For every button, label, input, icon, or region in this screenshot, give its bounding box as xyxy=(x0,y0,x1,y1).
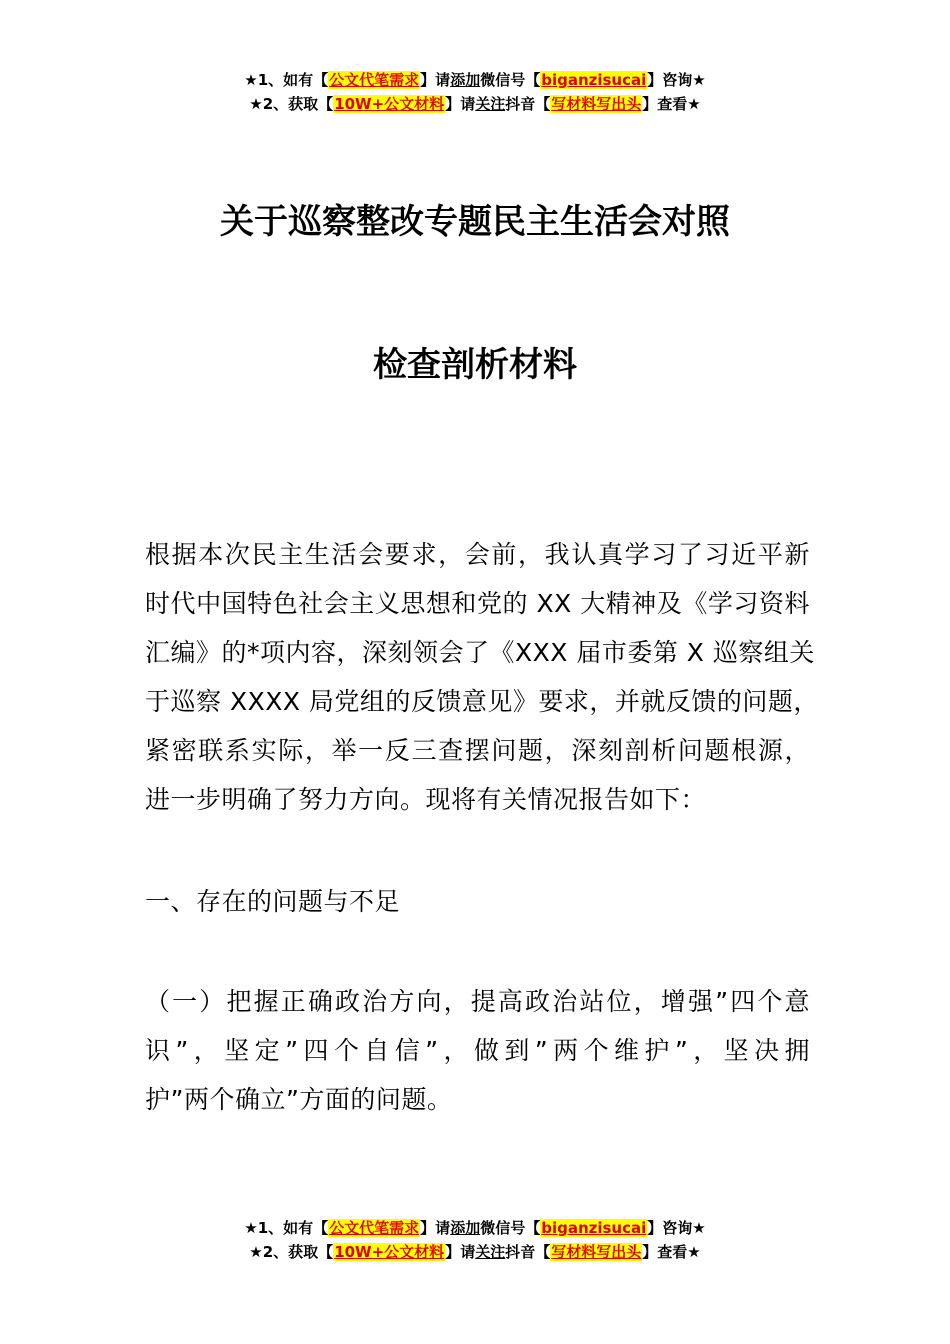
banner-line-2: ★2、获取【10W+公文材料】请关注抖音【写材料写出头】查看★ xyxy=(249,95,701,113)
document-title-line-2: 检查剖析材料 xyxy=(373,345,577,385)
paragraph-line: （一）把握正确政治方向，提高政治站位，增强”四个意 xyxy=(145,987,810,1016)
intro-paragraph xyxy=(145,530,819,824)
highlight-text: 公文代笔需求 xyxy=(329,71,420,89)
footer-banner xyxy=(0,1216,950,1264)
banner-line-1: ★1、如有【公文代笔需求】请添加微信号【biganzisucai】咨询★ xyxy=(244,71,706,89)
highlight-text: 公文代笔需求 xyxy=(329,1219,420,1237)
highlight-text: biganzisucai xyxy=(541,71,647,89)
banner-line-2: ★2、获取【10W+公文材料】请关注抖音【写材料写出头】查看★ xyxy=(249,1243,701,1261)
highlight-text: 写材料写出头 xyxy=(551,1243,642,1261)
subsection-paragraph xyxy=(145,977,810,1124)
highlight-text: 10W+公文材料 xyxy=(334,1243,445,1261)
paragraph-line: 汇编》的*项内容，深刻领会了《XXX 届市委第 X 巡察组关 xyxy=(145,638,815,667)
highlight-text: biganzisucai xyxy=(541,1219,647,1237)
highlight-text: 写材料写出头 xyxy=(551,95,642,113)
paragraph-line: 识”，坚定”四个自信”，做到”两个维护”，坚决拥 xyxy=(145,1036,810,1065)
paragraph-line: 进一步明确了努力方向。现将有关情况报告如下： xyxy=(145,785,707,814)
section-heading: 一、存在的问题与不足 xyxy=(145,887,401,916)
paragraph-line: 紧密联系实际，举一反三查摆问题，深刻剖析问题根源， xyxy=(145,736,810,765)
highlight-text: 10W+公文材料 xyxy=(334,95,445,113)
header-banner xyxy=(0,68,950,116)
paragraph-line: 护”两个确立”方面的问题。 xyxy=(145,1085,453,1114)
paragraph-line: 根据本次民主生活会要求，会前，我认真学习了习近平新 xyxy=(145,540,810,569)
document-title-line-1: 关于巡察整改专题民主生活会对照 xyxy=(220,202,730,242)
banner-line-1: ★1、如有【公文代笔需求】请添加微信号【biganzisucai】咨询★ xyxy=(244,1219,706,1237)
paragraph-line: 时代中国特色社会主义思想和党的 XX 大精神及《学习资料 xyxy=(145,589,810,618)
paragraph-line: 于巡察 XXXX 局党组的反馈意见》要求，并就反馈的问题， xyxy=(145,687,819,716)
